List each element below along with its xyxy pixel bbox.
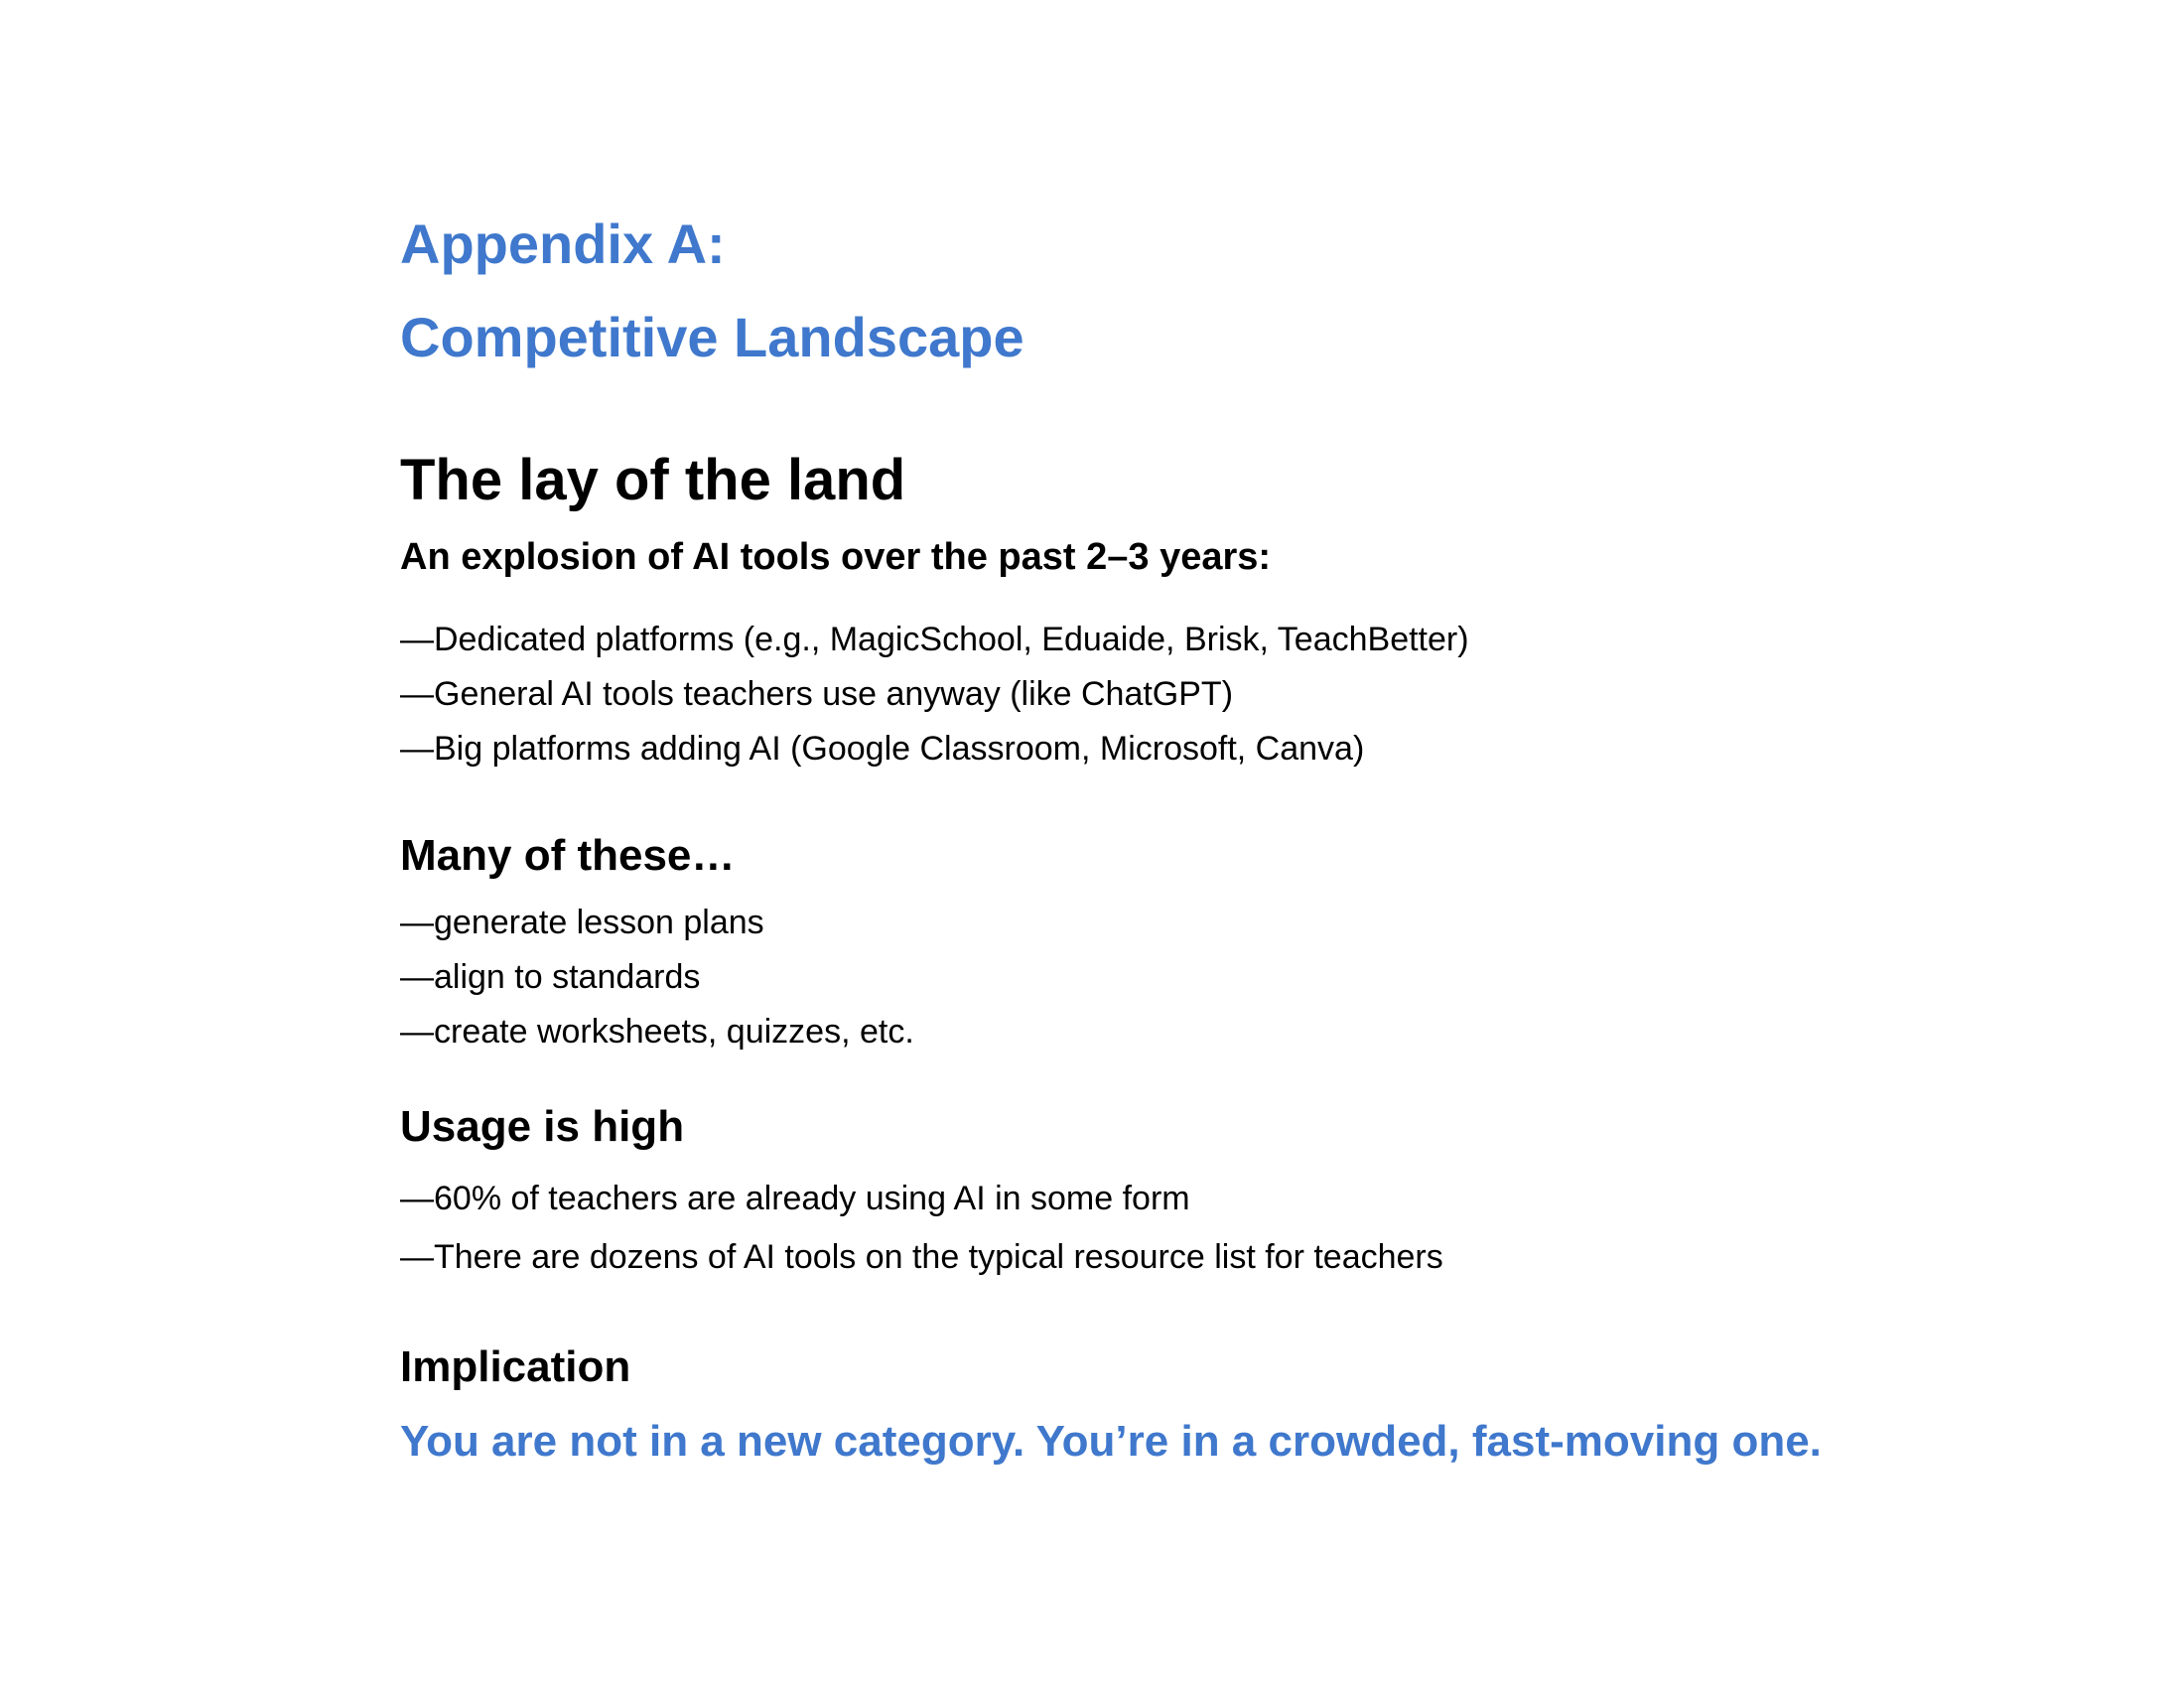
- many-of-these-list: [400, 896, 914, 1059]
- list-item: —General AI tools teachers use anyway (like ChatGPT): [400, 675, 1234, 713]
- list-item: —create worksheets, quizzes, etc.: [400, 1013, 914, 1051]
- list-item: —There are dozens of AI tools on the typical resource list for teachers: [400, 1238, 1443, 1276]
- list-item: —Big platforms adding AI (Google Classroom, Microsoft, Canva): [400, 730, 1365, 768]
- list-item: —generate lesson plans: [400, 904, 764, 941]
- usage-list: [400, 1172, 1443, 1285]
- appendix-title: [400, 198, 1024, 384]
- list-item: —60% of teachers are already using AI in some form: [400, 1180, 1190, 1217]
- appendix-title-line-1: Appendix A:: [400, 212, 726, 275]
- implication-heading: Implication: [400, 1342, 631, 1391]
- usage-heading: Usage is high: [400, 1102, 685, 1151]
- list-item: —Dedicated platforms (e.g., MagicSchool, Eduaide, Brisk, TeachBetter): [400, 621, 1469, 658]
- lay-of-land-heading: The lay of the land: [400, 448, 906, 512]
- list-item: —align to standards: [400, 958, 701, 996]
- appendix-title-line-2: Competitive Landscape: [400, 306, 1024, 368]
- implication-text: You are not in a new category. You’re in a crowded, fast-moving one.: [400, 1417, 1822, 1466]
- lay-of-land-lead: An explosion of AI tools over the past 2–3 years:: [400, 536, 1272, 578]
- lay-of-land-list: [400, 613, 1469, 776]
- many-of-these-heading: Many of these…: [400, 831, 736, 880]
